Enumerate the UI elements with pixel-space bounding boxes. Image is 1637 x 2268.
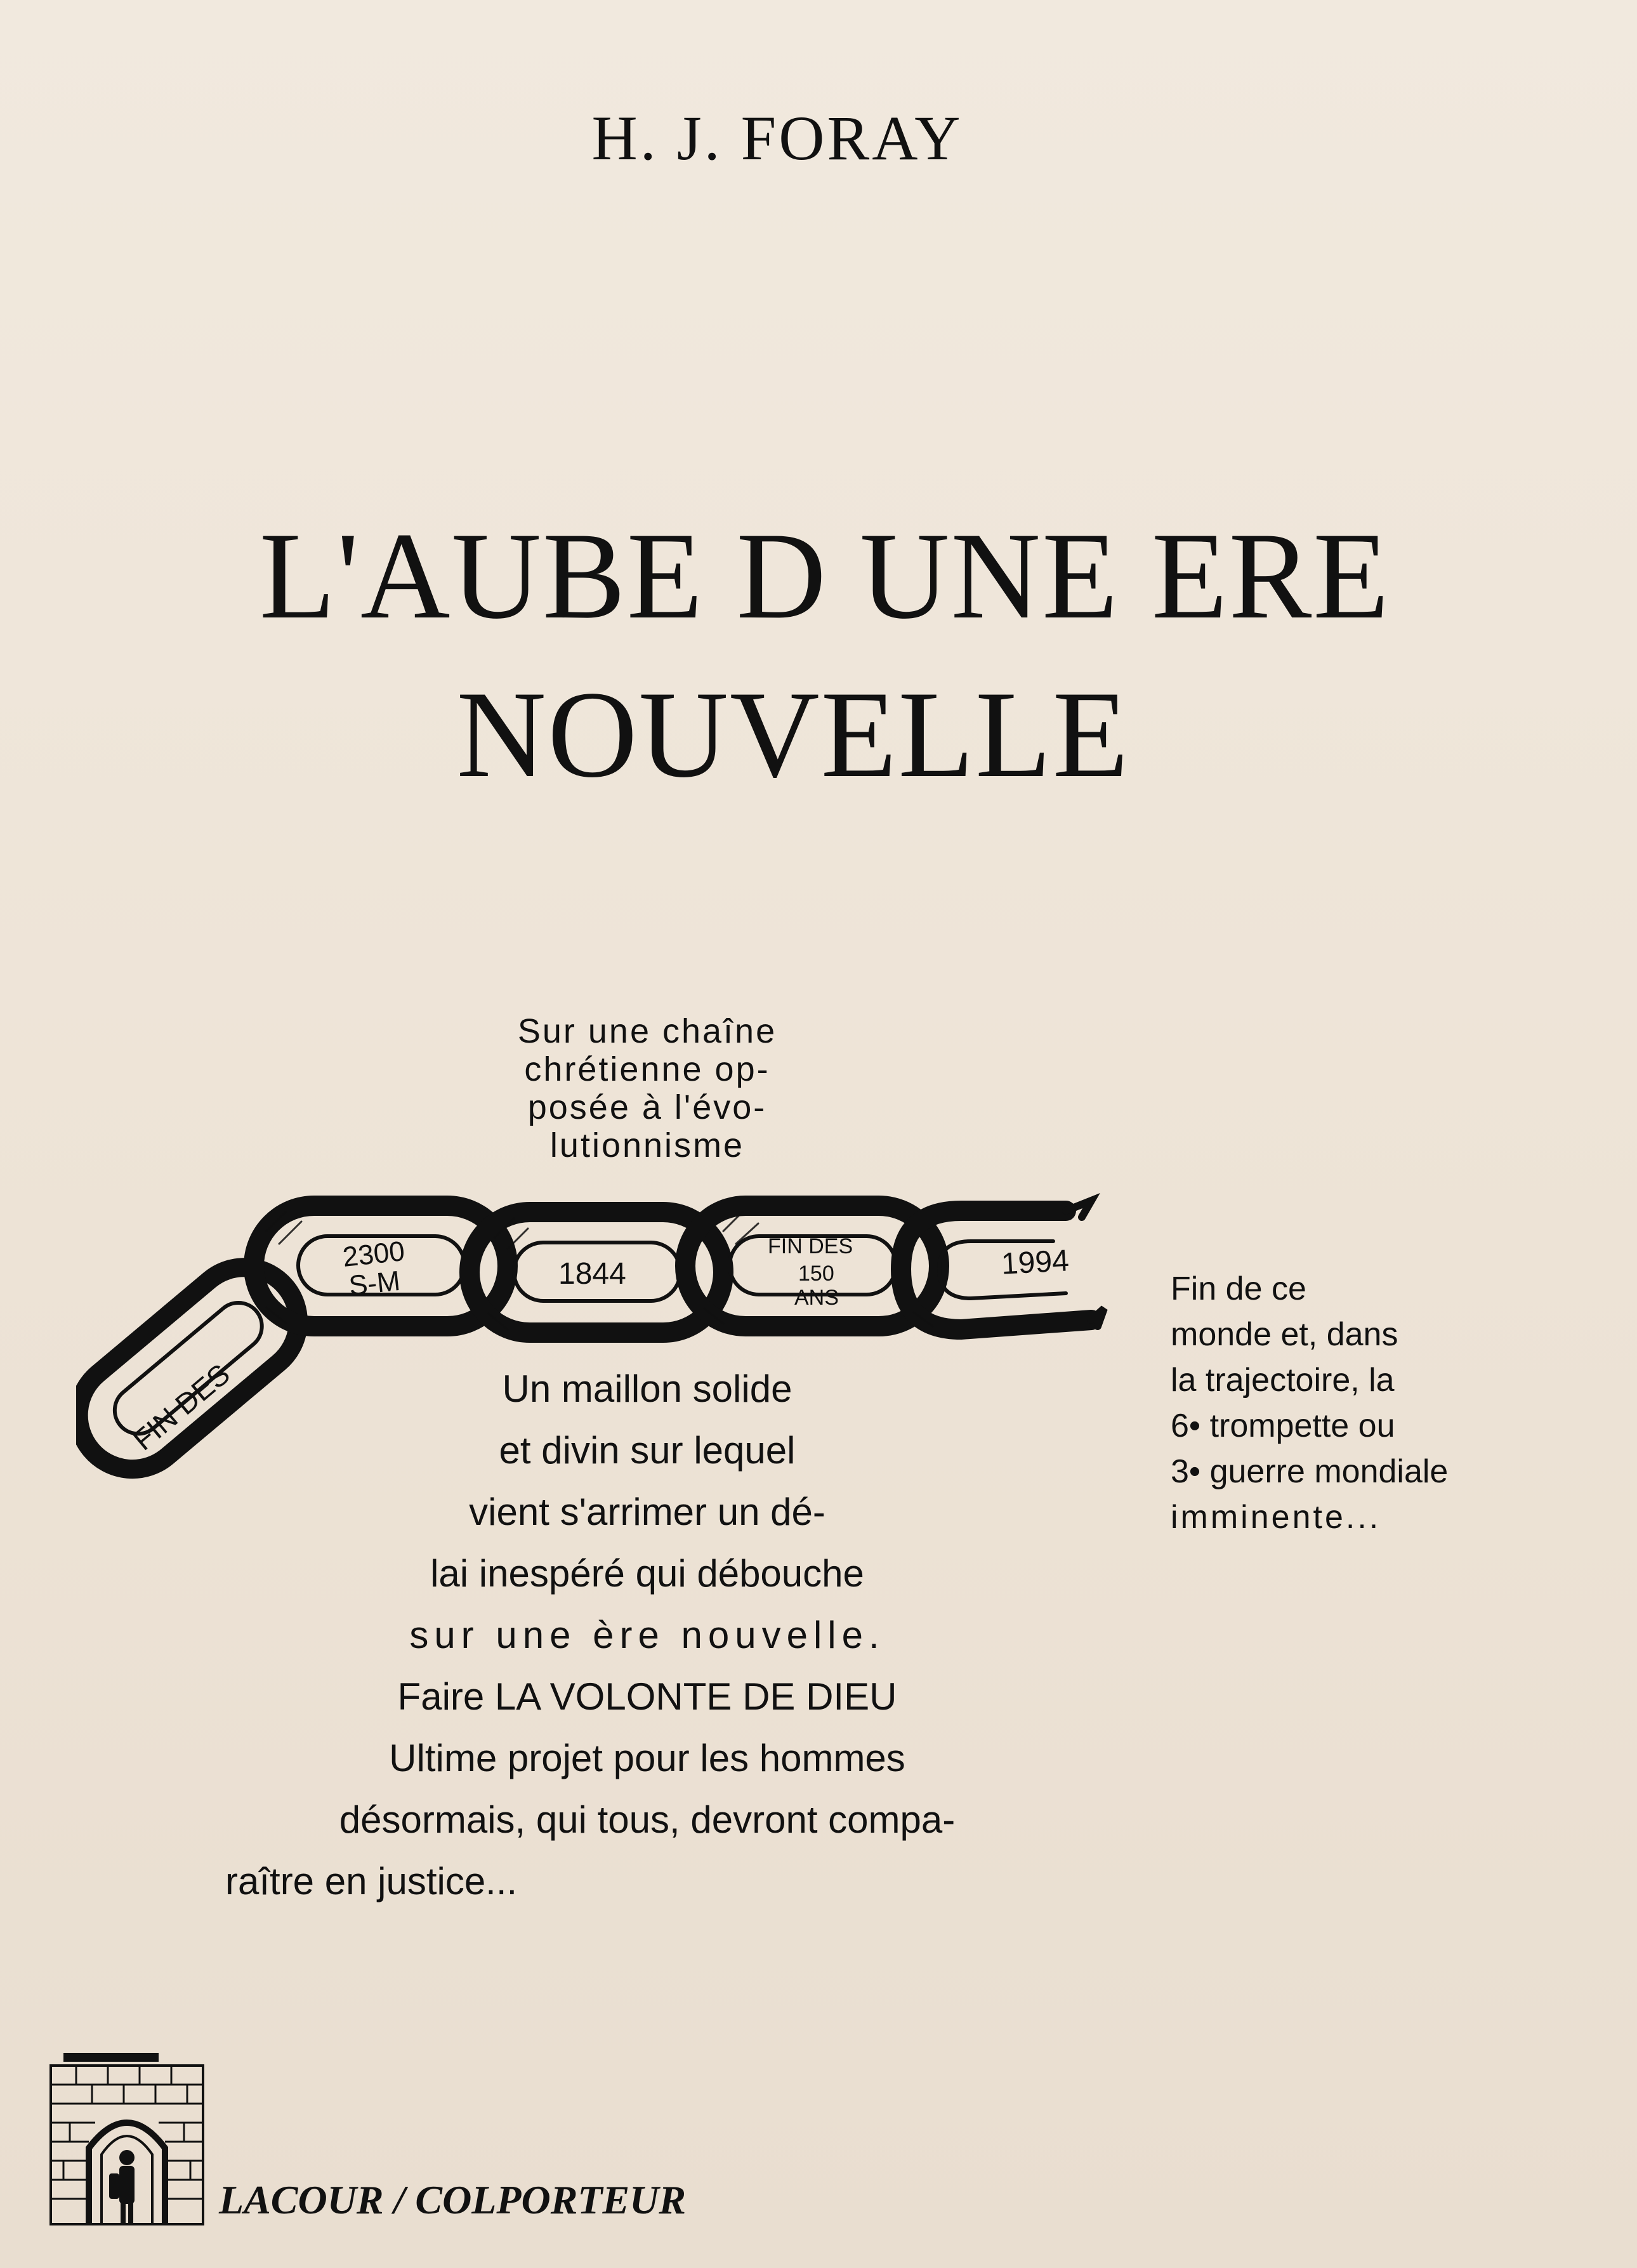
main-caption-line: sur une ère nouvelle. bbox=[409, 1614, 885, 1656]
right-caption-line: imminente... bbox=[1171, 1499, 1381, 1536]
right-caption-line: la trajectoire, la bbox=[1171, 1362, 1395, 1399]
publisher-name: LACOUR / COLPORTEUR bbox=[219, 2177, 687, 2222]
chain-label-fin-des-150: FIN DES bbox=[768, 1234, 853, 1258]
right-caption-line: 6• trompette ou bbox=[1171, 1408, 1395, 1444]
subtitle-line: Sur une chaîne bbox=[517, 1012, 777, 1050]
main-caption-line: désormais, qui tous, devront compa- bbox=[339, 1798, 956, 1841]
title-line-1: L'AUBE D UNE ERE bbox=[259, 507, 1391, 645]
main-caption bbox=[190, 1358, 1104, 1912]
subtitle-line: chrétienne op- bbox=[524, 1050, 770, 1088]
right-caption-line: monde et, dans bbox=[1171, 1316, 1398, 1353]
main-caption-line: et divin sur lequel bbox=[499, 1429, 796, 1472]
chain-label-1994: 1994 bbox=[1000, 1244, 1070, 1281]
title-line-2: NOUVELLE bbox=[456, 666, 1130, 803]
main-caption-line: raître en justice... bbox=[225, 1860, 518, 1902]
main-caption-line: lai inespéré qui débouche bbox=[430, 1552, 864, 1595]
subtitle-line: posée à l'évo- bbox=[527, 1088, 767, 1126]
right-caption bbox=[1171, 1266, 1564, 1540]
publisher-logo-icon bbox=[38, 2047, 216, 2231]
chain-label-1844: 1844 bbox=[558, 1257, 626, 1291]
subtitle-line: lutionnisme bbox=[549, 1126, 745, 1164]
main-caption-line: Faire LA VOLONTE DE DIEU bbox=[397, 1675, 897, 1718]
main-caption-line: Un maillon solide bbox=[502, 1368, 792, 1410]
chain-label-2300: 2300 bbox=[341, 1236, 407, 1273]
subtitle bbox=[393, 1012, 901, 1164]
main-caption-line: Ultime projet pour les hommes bbox=[389, 1737, 905, 1779]
chain-label-ans: ANS bbox=[794, 1286, 839, 1310]
right-caption-line: Fin de ce bbox=[1171, 1270, 1306, 1307]
chain-label-fin-des: FIN DES bbox=[126, 1357, 236, 1457]
chain-label-150: 150 bbox=[798, 1262, 834, 1286]
author-name: H. J. FORAY bbox=[591, 103, 963, 173]
main-caption-line: vient s'arrimer un dé- bbox=[469, 1491, 825, 1533]
right-caption-line: 3• guerre mondiale bbox=[1171, 1453, 1449, 1490]
chain-label-s-m: S-M bbox=[347, 1265, 402, 1302]
